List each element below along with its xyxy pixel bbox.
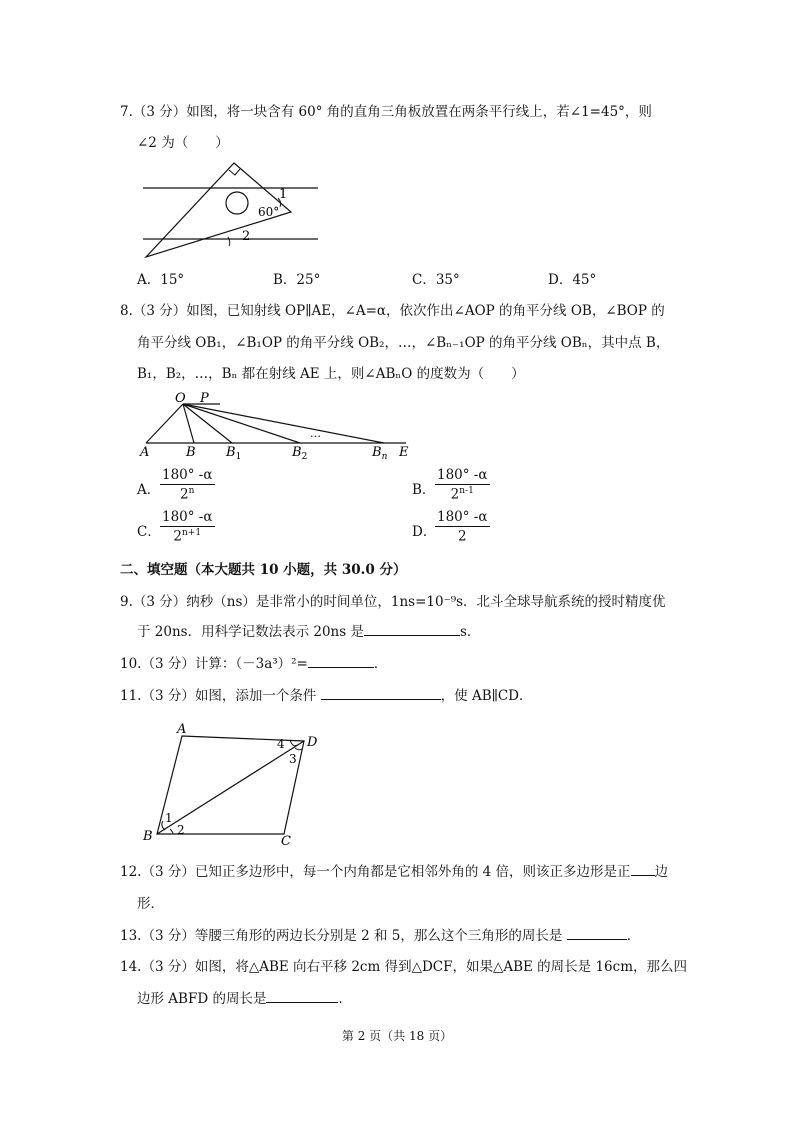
q7-label-60: 60° [258, 205, 280, 219]
q7-option-c: C．35° [412, 272, 460, 288]
q8-figure [138, 390, 418, 460]
q8-line1: 8.（3 分）如图，已知射线 OP∥AE，∠A=α，依次作出∠AOP 的角平分线 OB，∠BOP 的 [120, 303, 665, 319]
q12-line2: 形． [137, 896, 164, 912]
q8-option-c-fraction: $\frac{180^\circ -\alpha}{2^{n+1}}$ [162, 509, 213, 545]
q7-label-2: 2 [242, 229, 251, 244]
q11-line: 11.（3 分）如图，添加一个条件 ，使 AB∥CD． [120, 688, 533, 704]
q7-label-1: 1 [279, 187, 288, 202]
q10-answer-blank[interactable] [308, 667, 374, 668]
q8-option-b-fraction: $\frac{180^\circ -\alpha}{2^{n-1}}$ [437, 467, 488, 503]
section-2-heading: 二、填空题（本大题共 10 小题，共 30.0 分） [120, 562, 407, 578]
q7-option-d: D．45° [548, 272, 597, 288]
page-footer: 第 2 页（共 18 页） [341, 1029, 453, 1043]
q13-line: 13.（3 分）等腰三角形的两边长分别是 2 和 5，那么这个三角形的周长是 ． [120, 928, 641, 944]
q12-line1: 12.（3 分）已知正多边形中，每一个内角都是它相邻外角的 4 倍，则该正多边形是正 边 [120, 864, 669, 880]
q8-option-a-key: A． [137, 482, 161, 498]
q7-line1: 7.（3 分）如图，将一块含有 60° 角的直角三角板放置在两条平行线上，若∠1=45°，则 [120, 104, 652, 120]
q13-answer-blank[interactable] [567, 939, 627, 940]
q8-option-b-key: B． [412, 482, 436, 498]
q11-label-3: 3 [289, 752, 297, 766]
q8-dots: … [310, 427, 321, 440]
q8-option-c-key: C． [137, 524, 161, 540]
q8-line2: 角平分线 OB₁，∠B₁OP 的角平分线 OB₂，…，∠Bₙ₋₁OP 的角平分线 OBₙ，其中点 B， [137, 335, 670, 351]
q8-label-bn: $B_n$ [372, 445, 388, 460]
q8-label-p: P [200, 391, 209, 406]
q8-label-b: B [186, 445, 196, 460]
q7-line2: ∠2 为（ ） [137, 135, 229, 151]
q7-option-b: B．25° [273, 272, 321, 288]
q14-line1: 14.（3 分）如图，将△ABE 向右平移 2cm 得到△DCF，如果△ABE 的周长是 16cm，那么四 [120, 959, 688, 975]
q8-label-b2: $B_2$ [292, 445, 308, 460]
q8-option-a-fraction: $\frac{180^\circ -\alpha}{2^n}$ [162, 467, 213, 503]
q12-answer-blank[interactable] [631, 875, 655, 876]
q8-label-a: A [140, 445, 150, 460]
q8-label-b1: $B_1$ [226, 445, 242, 460]
q11-label-d: D [307, 735, 318, 750]
q11-answer-blank[interactable] [321, 699, 441, 700]
q11-label-c: C [281, 834, 291, 848]
q14-answer-blank[interactable] [266, 1002, 338, 1003]
q14-line2: 边形 ABFD 的周长是 ． [137, 991, 352, 1007]
q7-option-a: A．15° [137, 272, 185, 288]
q9-line2: 于 20ns．用科学记数法表示 20ns 是 s． [137, 624, 481, 640]
q8-option-d-key: D． [412, 524, 437, 540]
q11-figure [140, 718, 330, 848]
q8-label-e: E [399, 445, 409, 460]
q11-label-4: 4 [277, 737, 285, 751]
q10-line: 10.（3 分）计算：（－3a³）²= ． [120, 656, 388, 672]
q9-answer-blank[interactable] [364, 635, 460, 636]
q11-label-1: 1 [165, 811, 173, 825]
q11-label-2: 2 [177, 823, 185, 837]
q11-label-b: B [143, 829, 153, 844]
q8-label-o: O [175, 391, 186, 406]
q8-line3: B₁，B₂，…，Bₙ 都在射线 AE 上，则∠ABₙO 的度数为（ ） [137, 366, 525, 382]
q8-option-d-fraction: $\frac{180^\circ -\alpha}{2}$ [437, 509, 488, 545]
q11-label-a: A [177, 722, 187, 737]
q7-figure [140, 160, 330, 260]
q9-line1: 9.（3 分）纳秒（ns）是非常小的时间单位，1ns=10⁻⁹s．北斗全球导航系统的授时精度优 [120, 594, 666, 610]
